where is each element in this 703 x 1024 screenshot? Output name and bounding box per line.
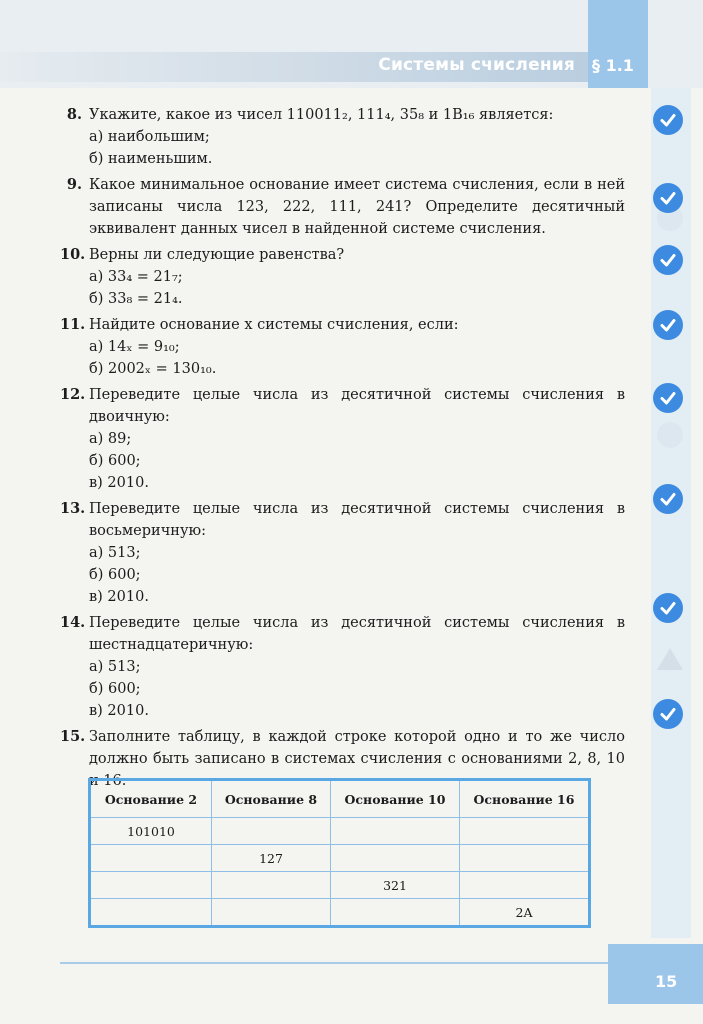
exercise-option: в) 2010. [89,589,149,605]
table-header: Основание 8 [212,780,331,818]
exercise-option: а) 513; [89,659,141,675]
table-cell [331,899,460,927]
ghost-mark [657,422,683,448]
exercise-number: 14. [60,614,86,631]
exercise-item [60,498,625,608]
exercise-option: в) 2010. [89,703,149,719]
checkmark-icon [653,484,683,514]
checkmark-icon [653,245,683,275]
conversion-table [88,778,591,928]
table-cell [460,872,590,899]
exercise-text: Какое минимальное основание имеет система счисления, если в ней записаны числа 123, 222, 111, 241? Определите десятичный эквивалент данных чисел в найденной системе счисления. [89,177,625,237]
exercise-option: б) 600; [89,453,141,469]
exercise-list [60,104,625,796]
table-row [90,872,590,899]
table-cell: 101010 [90,818,212,845]
table-cell [460,845,590,872]
exercise-option: в) 2010. [89,475,149,491]
exercise-option: а) 89; [89,431,132,447]
exercise-option: а) 513; [89,545,141,561]
table-cell [90,899,212,927]
exercise-number: 8. [66,106,82,123]
exercise-item [60,384,625,494]
exercise-text: Переведите целые числа из десятичной системы счисления в восьмеричную: [89,501,625,539]
table-cell [90,872,212,899]
table-header: Основание 2 [90,780,212,818]
exercise-option: б) 2002ₓ = 130₁₀. [89,361,217,377]
exercise-text: Переведите целые числа из десятичной системы счисления в двоичную: [89,387,625,425]
checkmark-icon [653,183,683,213]
table-cell [212,872,331,899]
ghost-triangle [657,648,683,670]
exercise-item [60,244,625,310]
chapter-title: Системы счисления [378,55,575,75]
table-row [90,899,590,927]
exercise-option: а) наибольшим; [89,129,210,145]
exercise-number: 11. [60,316,86,333]
exercise-item [60,104,625,170]
table-cell [212,899,331,927]
section-label: § 1.1 [592,56,634,75]
table-row [90,845,590,872]
exercise-text: Заполните таблицу, в каждой строке которой одно и то же число должно быть записано в системах счисления с основаниями 2, 8, 10 и 16. [89,729,625,789]
footer-rule [60,962,608,964]
table-cell: 321 [331,872,460,899]
checkmark-icon [653,383,683,413]
page-number: 15 [655,972,678,991]
exercise-number: 9. [66,176,82,193]
exercise-item [60,612,625,722]
exercise-text: Найдите основание x системы счисления, если: [89,317,459,333]
table-header-row [90,780,590,818]
table-header: Основание 16 [460,780,590,818]
exercise-option: б) 33₈ = 21₄. [89,291,183,307]
exercise-text: Переведите целые числа из десятичной системы счисления в шестнадцатеричную: [89,615,625,653]
exercise-number: 13. [60,500,86,517]
exercise-option: а) 14ₓ = 9₁₀; [89,339,180,355]
table-cell [90,845,212,872]
table-row [90,818,590,845]
exercise-text: Верны ли следующие равенства? [89,247,345,263]
checkmark-icon [653,310,683,340]
exercise-option: б) наименьшим. [89,151,213,167]
table-cell [212,818,331,845]
exercise-option: а) 33₄ = 21₇; [89,269,183,285]
table-cell: 2A [460,899,590,927]
exercise-text: Укажите, какое из чисел 110011₂, 111₄, 35₈ и 1B₁₆ является: [89,107,554,123]
table-cell: 127 [212,845,331,872]
exercise-number: 15. [60,728,86,745]
exercise-item [60,174,625,240]
exercise-item [60,314,625,380]
exercise-option: б) 600; [89,567,141,583]
checkmark-icon [653,105,683,135]
table-cell [331,845,460,872]
exercise-number: 10. [60,246,86,263]
table-cell [460,818,590,845]
checkmark-icon [653,699,683,729]
checkmark-icon [653,593,683,623]
exercise-number: 12. [60,386,86,403]
table-cell [331,818,460,845]
table-header: Основание 10 [331,780,460,818]
exercise-option: б) 600; [89,681,141,697]
